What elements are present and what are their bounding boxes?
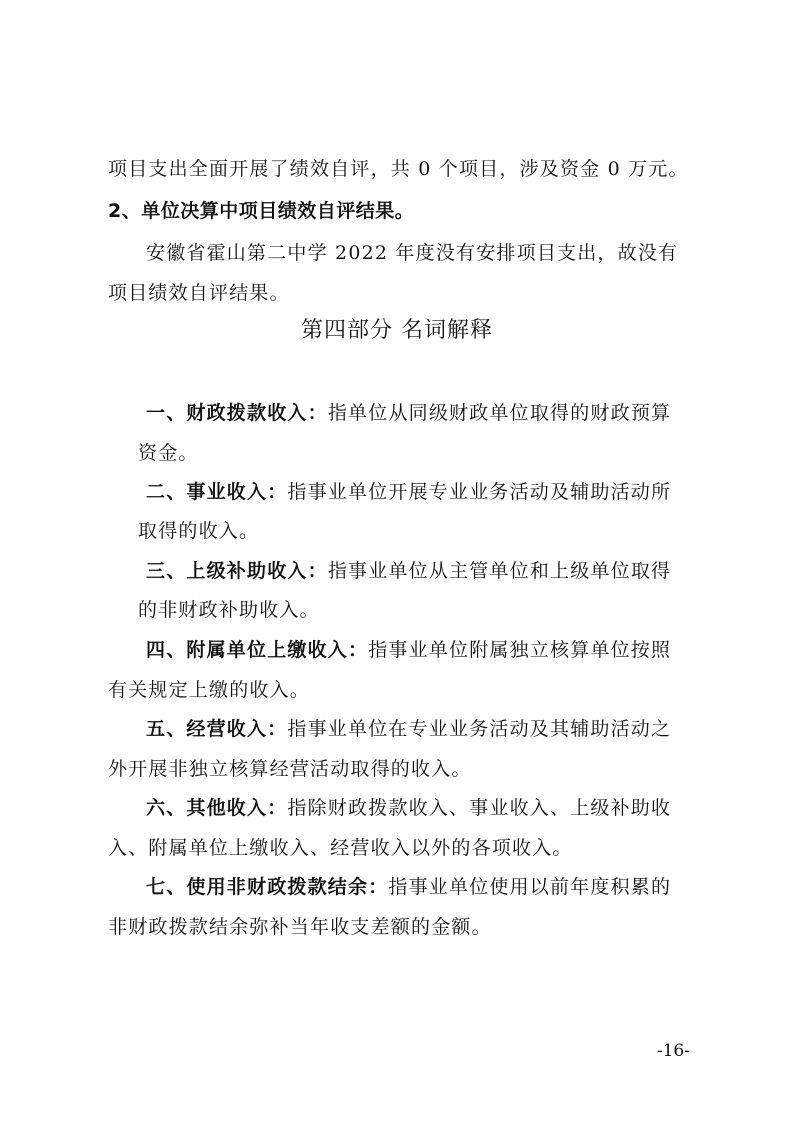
page-number: -16- (656, 1041, 690, 1061)
term-label: 二、事业收入： (146, 481, 288, 503)
term-definition: 指除财政拨款收入、事业收入、上级补助收 (287, 797, 672, 819)
part-4-title: 第四部分 名词解释 (301, 318, 493, 343)
term-definition: 指单位从同级财政单位取得的财政预算 (327, 402, 672, 424)
term-paragraph-7-line-1 (146, 874, 671, 900)
term-paragraph-1-line-1 (146, 400, 671, 426)
term-paragraph-3-line-1 (146, 558, 671, 584)
term-paragraph-4-line-2: 有关规定上缴的收入。 (108, 679, 311, 701)
intro-text-line: 项目支出全面开展了绩效自评，共 0 个项目，涉及资金 0 万元。 (108, 158, 689, 180)
term-paragraph-3-line-2: 的非财政补助收入。 (138, 599, 320, 621)
term-label: 四、附属单位上缴收入： (146, 639, 369, 661)
term-label: 五、经营收入： (146, 718, 288, 740)
term-label: 七、使用非财政拨款结余： (146, 876, 389, 898)
term-paragraph-4-line-1 (146, 637, 671, 663)
section-2-heading: 2、单位决算中项目绩效自评结果。 (108, 200, 415, 222)
term-label: 三、上级补助收入： (146, 560, 328, 582)
term-paragraph-5-line-2: 外开展非独立核算经营活动取得的收入。 (108, 758, 472, 780)
term-paragraph-2-line-2: 取得的收入。 (138, 520, 260, 542)
section-2-text-line-1: 安徽省霍山第二中学 2022 年度没有安排项目支出，故没有 (146, 242, 679, 264)
term-paragraph-6-line-2: 入、附属单位上缴收入、经营收入以外的各项收入。 (108, 837, 573, 859)
term-paragraph-1-line-2: 资金。 (138, 442, 199, 464)
term-definition: 指事业单位从主管单位和上级单位取得 (327, 560, 672, 582)
term-paragraph-6-line-1 (146, 795, 671, 821)
term-label: 六、其他收入： (146, 797, 288, 819)
section-2-text-line-2: 项目绩效自评结果。 (108, 282, 290, 304)
term-definition: 指事业单位附属独立核算单位按照 (368, 639, 672, 661)
term-definition: 指事业单位使用以前年度积累的 (388, 876, 672, 898)
term-label: 一、财政拨款收入： (146, 402, 328, 424)
term-definition: 指事业单位在专业业务活动及其辅助活动之 (287, 718, 672, 740)
term-definition: 指事业单位开展专业业务活动及辅助活动所 (287, 481, 672, 503)
term-paragraph-2-line-1 (146, 479, 671, 505)
term-paragraph-5-line-1 (146, 716, 671, 742)
term-paragraph-7-line-2: 非财政拨款结余弥补当年收支差额的金额。 (108, 916, 492, 938)
